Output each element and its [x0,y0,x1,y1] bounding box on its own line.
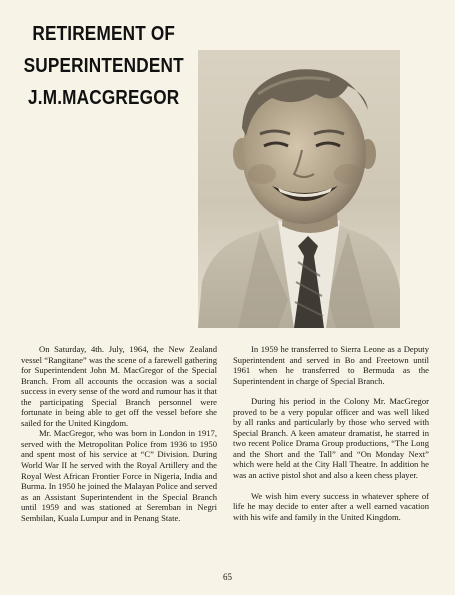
headline-line-1: RETIREMENT OF [32,23,176,45]
article-column-left [21,344,217,523]
paragraph-farewell: On Saturday, 4th. July, 1964, the New Zealand vessel “Rangitane” was the scene of a farewell gathering for Superintendent John M. MacGregor of the Special Branch. From all accounts the occasion was a social success in every sense of the word and rumour has it that the participating Special Branch personnel were fortunate in being able to get off the vessel before she sailed for the United Kingdom. [21,344,217,428]
headline-line-2: SUPERINTENDENT [23,55,184,77]
article-column-right [233,344,429,522]
article-headline [22,18,185,114]
paragraph-career: Mr. MacGregor, who was born in London in 1917, served with the Metropolitan Police from 1936 to 1950 and spent most of his service at “C” Division. During World War II he served with the Royal Artillery and the Royal West African Frontier Force in Nigeria, India and Burma. In 1950 he joined the Malayan Police and served as an Assistant Superintendent in the Special Branch until 1959 and was stationed at Seremban in Negri Sembilan, Kuala Lumpur and in Penang State. [21,428,217,523]
headline-line-3: J.M.MACGREGOR [28,87,180,109]
paragraph-wishes: We wish him every success in whatever sphere of life he may decide to enter after a well earned vacation with his wife and family in the United Kingdom. [233,490,429,522]
paragraph-colony: During his period in the Colony Mr. MacGregor proved to be a very popular officer and was well liked by all ranks and particularly by those who served with Special Branch. A keen amateur dramatist, he starred in two recent Police Drama Group productions, “The Long and the Short and the Tall” and “On Monday Next” which were held at the City Hall Theatre. In addition he was an active pistol shot and also a keen chess player. [233,396,429,481]
portrait-photo [198,50,400,328]
paragraph-sierra-leone: In 1959 he transferred to Sierra Leone as a Deputy Superintendent and served in Bo and Freetown until 1961 when he transferred to Bermuda as the Superintendent in charge of Special Branch. [233,344,429,386]
page-number: 65 [223,572,232,582]
